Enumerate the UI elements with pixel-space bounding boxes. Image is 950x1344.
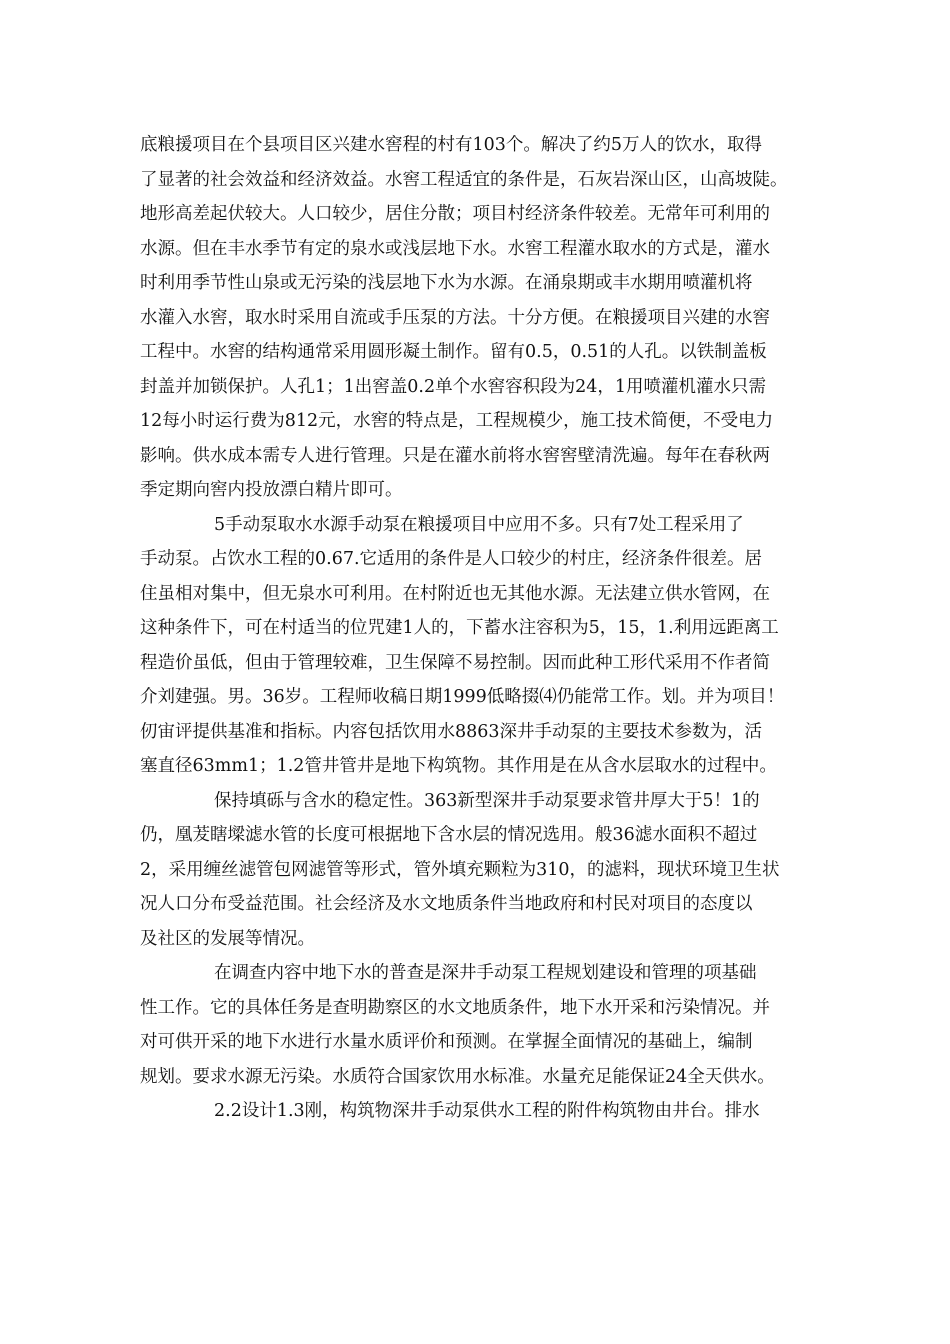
text-line: 塞直径63mm1；1.2管井管井是地下构筑物。其作用是在从含水层取水的过程中。 (140, 756, 777, 776)
text-line: 地形高差起伏较大。人口较少，居住分散；项目村经济条件较差。无常年可利用的 (140, 204, 770, 224)
text-line: 这种条件下，可在村适当的位咒建1人的，下蓄水注容积为5，15，1.利用远距离工 (140, 618, 779, 638)
text-line: 了显著的社会效益和经济效益。水窖工程适宜的条件是，石灰岩深山区，山高坡陡。 (140, 169, 788, 190)
text-line: 工程中。水窖的结构通常采用圆形凝土制作。留有0.5，0.51的人孔。以铁制盖板 (140, 342, 767, 362)
document-body (140, 128, 830, 1129)
paragraph-4 (140, 956, 830, 1094)
text-line: 影响。供水成本需专人进行管理。只是在灌水前将水窖窖壁清洗遍。每年在春秋两 (140, 445, 770, 466)
paragraph-1 (140, 128, 830, 508)
paragraph-3 (140, 784, 830, 957)
text-line: 封盖并加锁保护。人孔1；1出窖盖0.2单个水窖容积段为24，1用喷灌机灌水只需 (140, 376, 766, 397)
text-line: 底粮援项目在个县项目区兴建水窖程的村有103个。解决了约5万人的饮水，取得 (140, 135, 763, 155)
text-line: 水灌入水窖，取水时采用自流或手压泵的方法。十分方便。在粮援项目兴建的水窖 (140, 307, 770, 328)
text-line: 季定期向窖内投放漂白精片即可。 (140, 480, 403, 500)
text-line: 性工作。它的具体任务是查明勘察区的水文地质条件，地下水开采和污染情况。并 (140, 997, 770, 1018)
text-line: 况人口分布受益范围。社会经济及水文地质条件当地政府和村民对项目的态度以 (140, 894, 753, 914)
text-line: 仞宙评提供基准和指标。内容包括饮用水8863深井手动泵的主要技术参数为，活 (140, 721, 763, 742)
text-line: 及社区的发展等情况。 (140, 928, 315, 949)
text-line: 程造价虽低，但由于管理较难，卫生保障不易控制。因而此种工形代采用不作者简 (140, 652, 770, 673)
paragraph-2 (140, 508, 830, 784)
text-line: 保持填砾与含水的稳定性。363新型深井手动泵要求管井厚大于5！1的 (214, 790, 760, 811)
text-line: 在调查内容中地下水的普查是深井手动泵工程规划建设和管理的项基础 (214, 963, 757, 983)
text-line: 水源。但在丰水季节有定的泉水或浅层地下水。水窖工程灌水取水的方式是，灌水 (140, 238, 770, 259)
text-line: 对可供开采的地下水进行水量水质评价和预测。在掌握全面情况的基础上，编制 (140, 1032, 753, 1052)
paragraph-5 (140, 1094, 830, 1129)
text-line: 12每小时运行费为812元，水窖的特点是，工程规模少，施工技术简便，不受电力 (140, 411, 774, 431)
text-line: 5手动泵取水水源手动泵在粮援项目中应用不多。只有7处工程采用了 (214, 514, 744, 535)
text-line: 仍，凰茇瞎墚滤水管的长度可根据地下含水层的情况选用。般36滤水面积不超过 (140, 825, 758, 845)
text-line: 介刘建强。男。36岁。工程师收稿日期1999低略掇⑷仍能常工作。划。并为项目！ (140, 687, 785, 707)
text-line: 时利用季节性山泉或无污染的浅层地下水为水源。在涌泉期或丰水期用喷灌机将 (140, 273, 753, 293)
text-line: 住虽相对集中，但无泉水可利用。在村附近也无其他水源。无法建立供水管网，在 (140, 583, 770, 604)
text-line: 规划。要求水源无污染。水质符合国家饮用水标准。水量充足能保证24全天供水。 (140, 1066, 775, 1087)
text-line: 手动泵。占饮水工程的0.67.它适用的条件是人口较少的村庄，经济条件很差。居 (140, 549, 763, 569)
text-line: 2，采用缠丝滤管包网滤管等形式，管外填充颗粒为310，的滤料，现状环境卫生状 (140, 859, 780, 880)
text-line: 2.2设计1.3刚，构筑物深井手动泵供水工程的附件构筑物由井台。排水 (214, 1101, 760, 1121)
